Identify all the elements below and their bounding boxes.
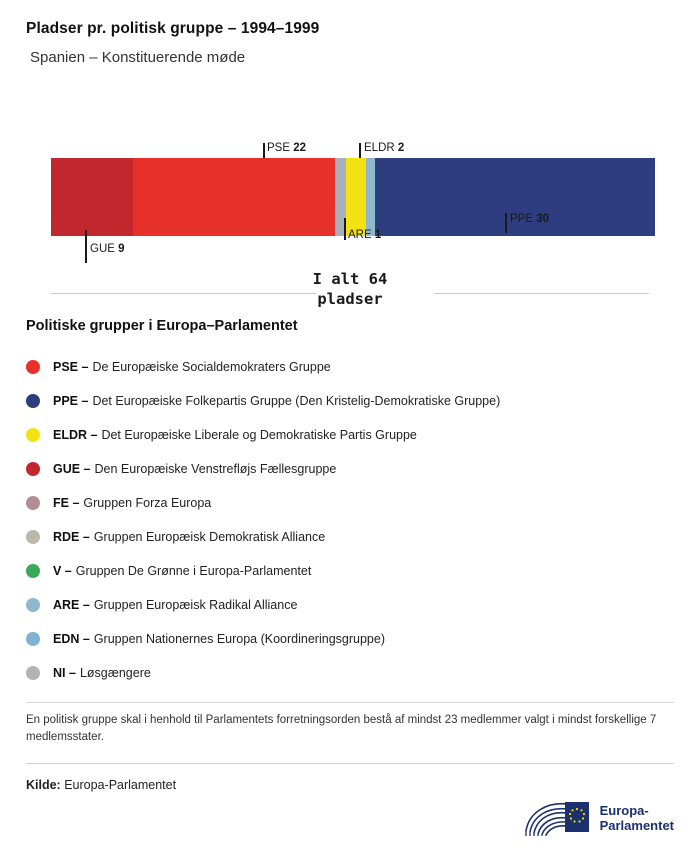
total-seats-line2: pladser <box>317 289 383 308</box>
total-seats-line1: I alt 64 <box>312 270 388 288</box>
are-callout-value: 1 <box>374 229 382 241</box>
legend-color-swatch-ni <box>26 666 40 680</box>
legend-label: Gruppen De Grønne i Europa-Parlamentet <box>75 564 312 578</box>
legend-color-swatch-eldr <box>26 428 40 442</box>
legend-color-swatch-fe <box>26 496 40 510</box>
legend-label: Gruppen Forza Europa <box>83 496 212 510</box>
legend-label: Løsgængere <box>79 666 151 680</box>
eldr-callout-value: 2 <box>397 142 405 154</box>
legend-list <box>26 350 674 690</box>
legend-code: PPE – <box>53 394 89 408</box>
legend-label: Det Europæiske Folkepartis Gruppe (Den Kristelig-Demokratiske Gruppe) <box>92 394 501 408</box>
legend-code: EDN – <box>53 632 90 646</box>
are-callout <box>348 229 381 241</box>
footnote-text: En politisk gruppe skal i henhold til Parlamentets forretningsorden bestå af mindst 23 medlemmer valgt i mindst forskellige 7 medlemsstater. <box>26 714 657 744</box>
legend-item <box>26 622 674 656</box>
total-seats-row <box>26 270 674 316</box>
gue-callout <box>90 243 125 255</box>
legend-color-swatch-v <box>26 564 40 578</box>
bar-segment-eldr <box>346 158 367 236</box>
page-subtitle: Spanien – Konstituerende møde <box>30 49 246 66</box>
pse-callout-value: 22 <box>293 142 307 154</box>
source-label: Kilde: <box>26 777 61 792</box>
ppe-callout <box>510 213 549 225</box>
are-callout-code: ARE <box>348 229 372 241</box>
gue-callout-value: 9 <box>118 243 125 255</box>
legend-color-swatch-gue <box>26 462 40 476</box>
legend-code: NI – <box>53 666 76 680</box>
are-callout-tick <box>344 218 346 240</box>
legend-color-swatch-ppe <box>26 394 40 408</box>
ppe-callout-tick <box>505 213 507 233</box>
legend-code: FE – <box>53 496 80 510</box>
legend-label: Gruppen Europæisk Radikal Alliance <box>93 598 298 612</box>
ppe-callout-code: PPE <box>510 213 534 225</box>
legend-item <box>26 520 674 554</box>
legend-item <box>26 588 674 622</box>
pse-callout-code: PSE <box>267 142 291 154</box>
europarl-logo-text <box>600 803 674 834</box>
seat-distribution-chart <box>26 118 674 255</box>
page-title: Pladser pr. politisk gruppe – 1994–1999 <box>26 20 320 37</box>
legend-label: Gruppen Nationernes Europa (Koordineringsgruppe) <box>93 632 385 646</box>
bar-segment-pse <box>133 158 335 236</box>
legend-color-swatch-pse <box>26 360 40 374</box>
legend-item <box>26 418 674 452</box>
legend-item <box>26 656 674 690</box>
legend-code: V – <box>53 564 72 578</box>
legend-item <box>26 350 674 384</box>
europarl-logo <box>523 798 674 838</box>
gue-callout-tick <box>85 230 87 263</box>
legend-label: Det Europæiske Liberale og Demokratiske Partis Gruppe <box>101 428 417 442</box>
legend-code: ARE – <box>53 598 90 612</box>
legend-color-swatch-rde <box>26 530 40 544</box>
source-value: Europa-Parlamentet <box>64 777 177 792</box>
legend-code: RDE – <box>53 530 90 544</box>
source-line <box>26 764 674 792</box>
legend-item <box>26 554 674 588</box>
pse-callout <box>267 142 306 154</box>
parliament-logo-icon <box>523 798 591 838</box>
legend-title: Politiske grupper i Europa–Parlamentet <box>26 318 298 334</box>
legend-code: ELDR – <box>53 428 98 442</box>
legend-color-swatch-edn <box>26 632 40 646</box>
logo-line-1: Europa- <box>599 802 649 818</box>
legend-item <box>26 452 674 486</box>
legend-label: De Europæiske Socialdemokraters Gruppe <box>92 360 331 374</box>
eldr-callout-code: ELDR <box>364 142 395 154</box>
bar-segment-gue <box>51 158 133 236</box>
ppe-callout-value: 30 <box>536 213 550 225</box>
legend-label: Gruppen Europæisk Demokratisk Alliance <box>93 530 326 544</box>
legend-color-swatch-are <box>26 598 40 612</box>
legend-code: GUE – <box>53 462 91 476</box>
bar-segment-are <box>366 158 375 236</box>
legend-item <box>26 384 674 418</box>
legend-label: Den Europæiske Venstrefløjs Fællesgruppe <box>94 462 337 476</box>
total-seats-label <box>26 270 674 310</box>
logo-line-2: Parlamentet <box>599 818 674 833</box>
legend-item <box>26 486 674 520</box>
legend-code: PSE – <box>53 360 89 374</box>
stacked-bar <box>51 158 655 236</box>
eldr-callout <box>364 142 404 154</box>
gue-callout-code: GUE <box>90 243 115 255</box>
